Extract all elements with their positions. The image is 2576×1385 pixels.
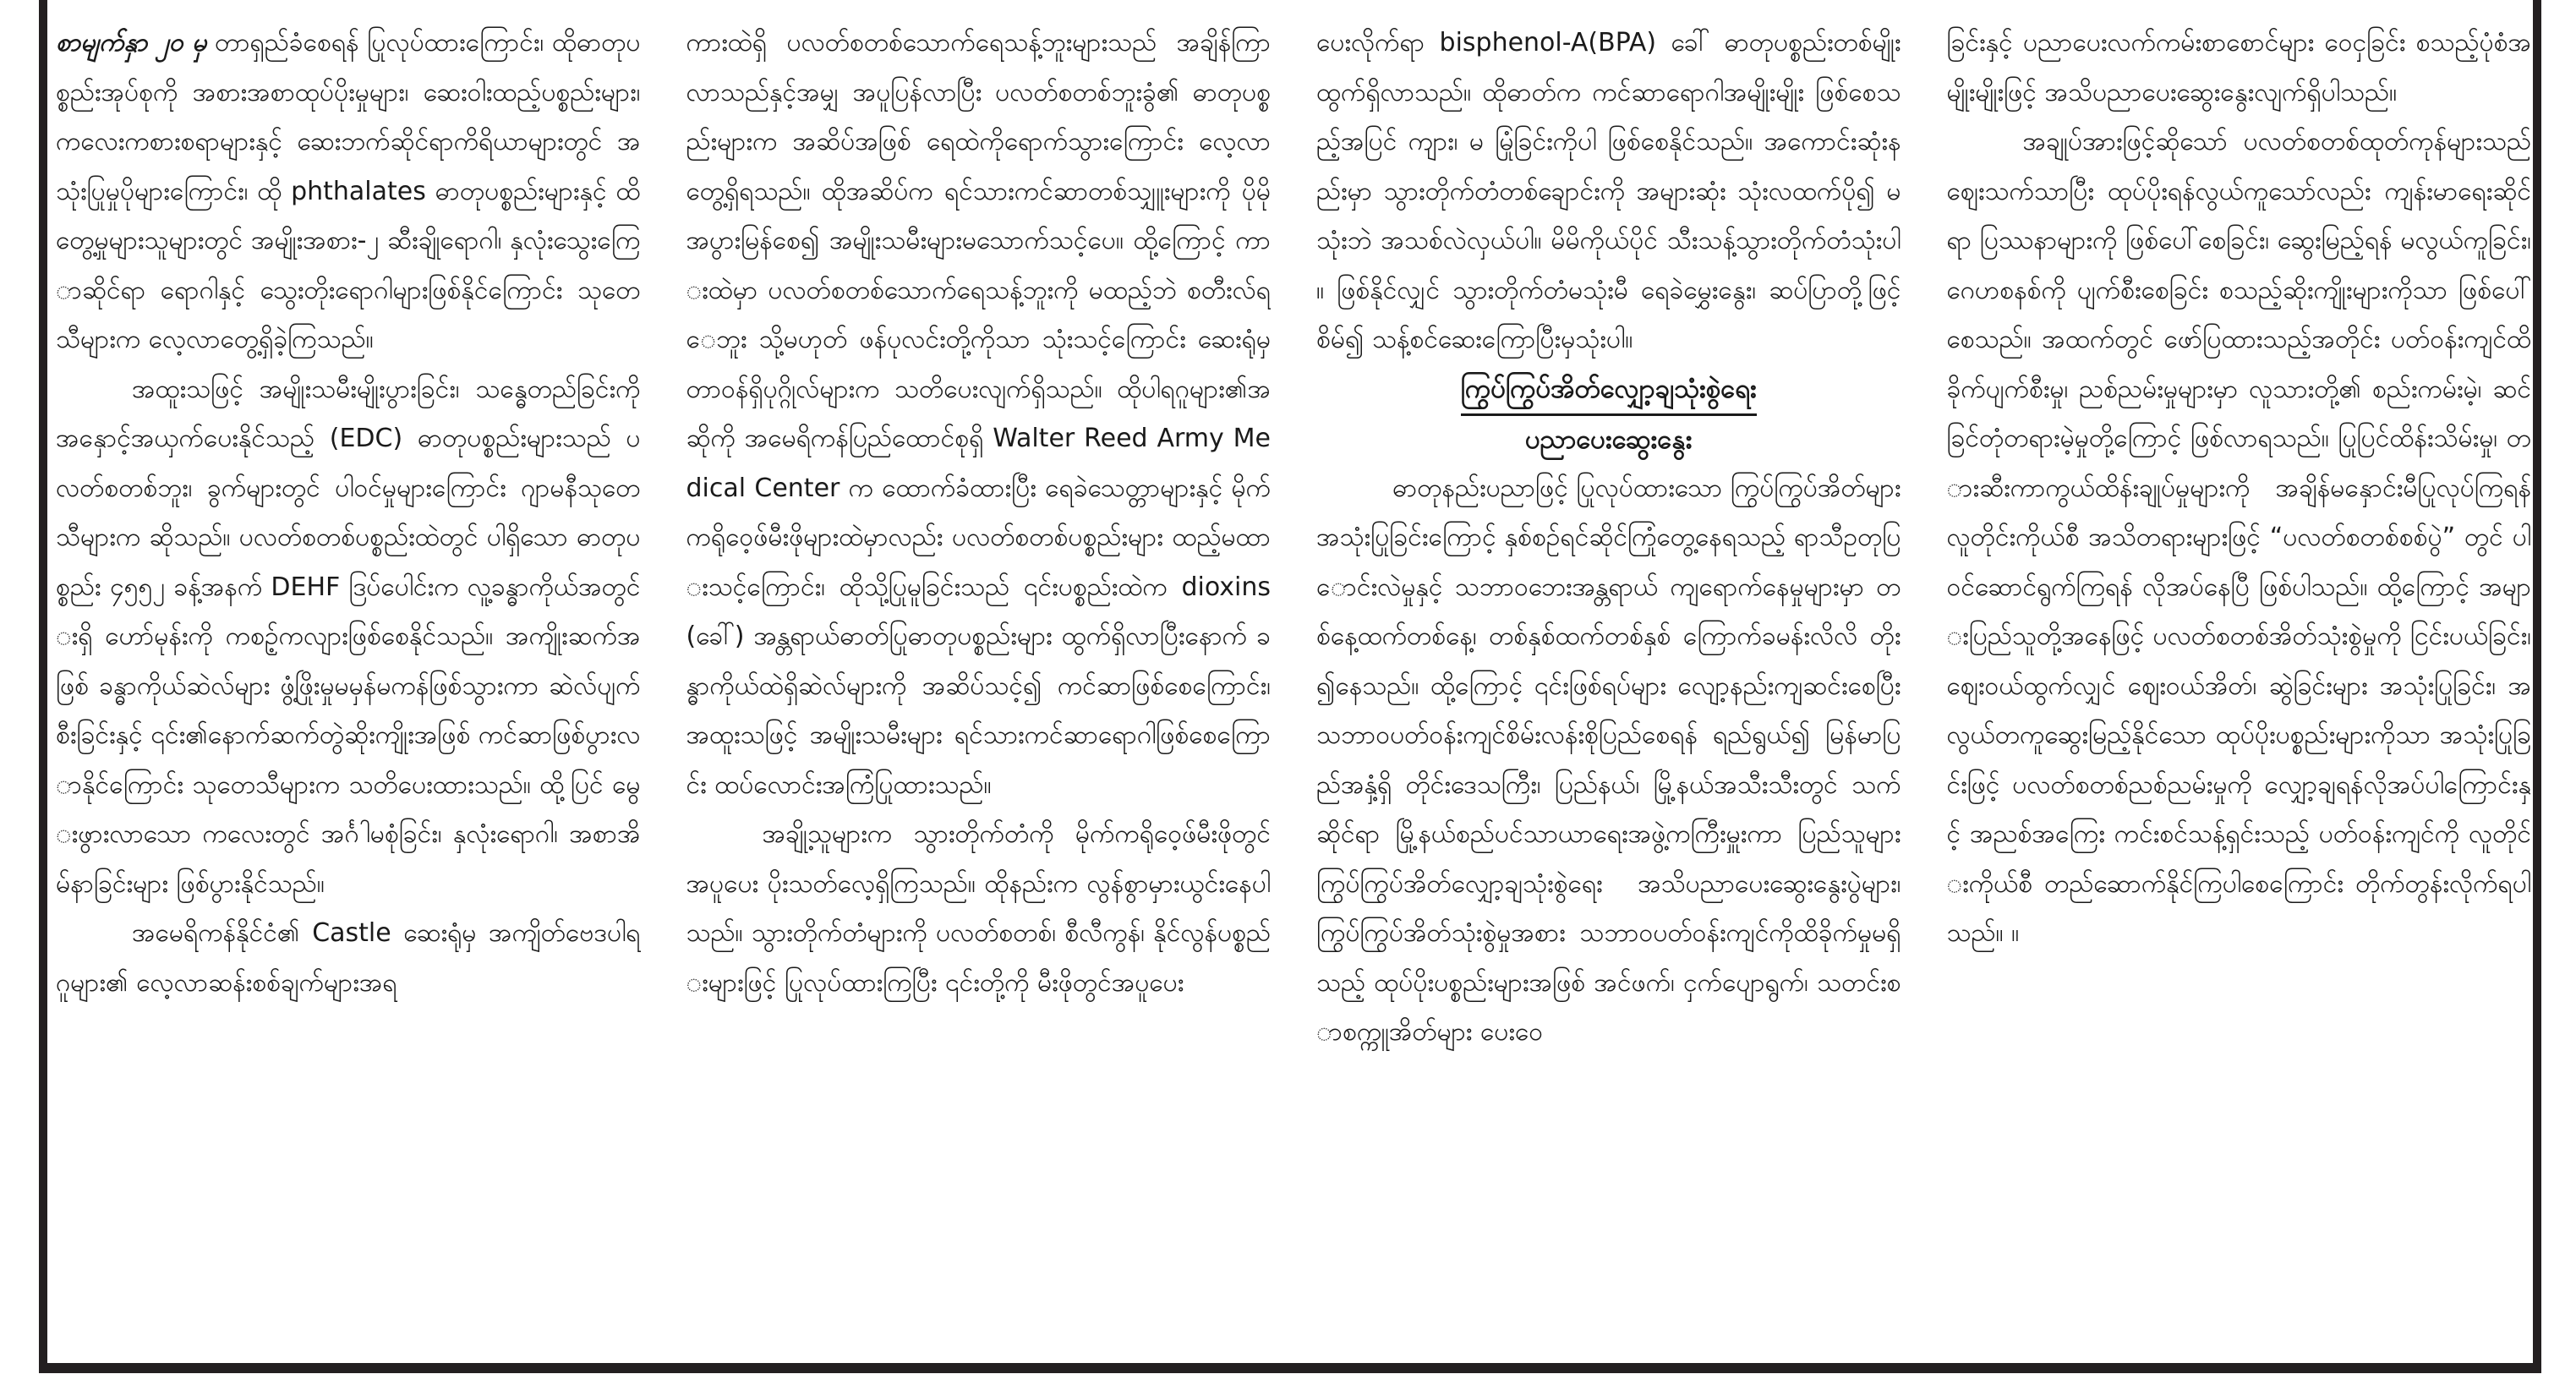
paragraph: ခြင်းနှင့် ပညာပေးလက်ကမ်းစာစောင်များ ဝေငှခြင်း စသည့်ပုံစံအမျိုးမျိုးဖြင့် အသိပညာပေးဆွေးနွေးလျက်ရှိပါသည်။: [1946, 28, 2531, 107]
section-heading-line-2: ပညာပေးဆွေးနွေး: [1524, 424, 1693, 455]
continued-from-label: စာမျက်နှာ ၂၀ မှ: [56, 28, 207, 57]
paragraph: အချို့သူများက သွားတိုက်တံကို မိုက်ကရိုဝေ့ဖ်မီးဖိုတွင် အပူပေး ပိုးသတ်လေ့ရှိကြသည်။ ထိုနည်းက လွန်စွာမှားယွင်းနေပါသည်။ သွားတိုက်တံများကို ပလတ်စတစ်၊ စီလီကွန်၊ နိုင်လွန်ပစ္စည်းများဖြင့် ပြုလုပ်ထားကြပြီး ၎င်းတို့ကို မီးဖိုတွင်အပူပေး: [686, 819, 1271, 998]
article-body: [56, 19, 2531, 1356]
column-2: [686, 19, 1272, 1356]
section-heading-line-1: ကြွပ်ကြွပ်အိတ်လျှော့ချသုံးစွဲရေး: [1461, 365, 1757, 416]
column-1: [56, 19, 641, 1356]
paragraph: [56, 19, 641, 365]
paragraph: အထူးသဖြင့် အမျိုးသမီးမျိုးပွားခြင်း၊ သန္ဓေတည်ခြင်းကို အနှောင့်အယှက်ပေးနိုင်သည့် (EDC) ဓာတုပစ္စည်းများသည် ပလတ်စတစ်ဘူး၊ ခွက်များတွင် ပါဝင်မှုများကြောင်း ဂျာမနီသုတေသီများက ဆိုသည်။ ပလတ်စတစ်ပစ္စည်းထဲတွင် ပါရှိသော ဓာတုပစ္စည်း ၄၅၅၂ ခန့်အနက် DEHF ဒြပ်ပေါင်းက လူ့ခန္ဓာကိုယ်အတွင်းရှိ ဟော်မုန်းကို ကစဉ့်ကလျားဖြစ်စေနိုင်သည်။ အကျိုးဆက်အဖြစ် ခန္ဓာကိုယ်ဆဲလ်များ ဖွံ့ဖြိုးမှုမမှန်မကန်ဖြစ်သွားကာ ဆဲလ်ပျက်စီးခြင်းနှင့် ၎င်း၏နောက်ဆက်တွဲဆိုးကျိုးအဖြစ် ကင်ဆာဖြစ်ပွားလာနိုင်ကြောင်း သုတေသီများက သတိပေးထားသည်။ ထို့ပြင် မွေးဖွားလာသော ကလေးတွင် အင်္ဂါမစုံခြင်း၊ နှလုံးရောဂါ၊ အစာအိမ်နာခြင်းများ ဖြစ်ပွားနိုင်သည်။: [56, 374, 641, 899]
paragraph: အချုပ်အားဖြင့်ဆိုသော် ပလတ်စတစ်ထုတ်ကုန်များသည် ဈေးသက်သာပြီး ထုပ်ပိုးရန်လွယ်ကူသော်လည်း ကျန်းမာရေးဆိုင်ရာ ပြဿနာများကို ဖြစ်ပေါ်စေခြင်း၊ ဆွေးမြည့်ရန် မလွယ်ကူခြင်း၊ ဂေဟစနစ်ကို ပျက်စီးစေခြင်း စသည့်ဆိုးကျိုးများကိုသာ ဖြစ်ပေါ်စေသည်။ အထက်တွင် ဖော်ပြထားသည့်အတိုင်း ပတ်ဝန်းကျင်ထိခိုက်ပျက်စီးမှု၊ ညစ်ညမ်းမှုများမှာ လူသားတို့၏ စည်းကမ်းမဲ့၊ ဆင်ခြင်တုံတရားမဲ့မှုတို့ကြောင့် ဖြစ်လာရသည်။ ပြုပြင်ထိန်းသိမ်းမှု၊ တားဆီးကာကွယ်ထိန်းချုပ်မှုများကို အချိန်မနှောင်းမီပြုလုပ်ကြရန် လူတိုင်းကိုယ်စီ အသိတရားများဖြင့် “ပလတ်စတစ်စစ်ပွဲ” တွင် ပါဝင်ဆောင်ရွက်ကြရန် လိုအပ်နေပြီ ဖြစ်ပါသည်။ ထို့ကြောင့် အများပြည်သူတို့အနေဖြင့် ပလတ်စတစ်အိတ်သုံးစွဲမှုကို ငြင်းပယ်ခြင်း၊ ဈေးဝယ်ထွက်လျှင် ဈေးဝယ်အိတ်၊ ဆွဲခြင်းများ အသုံးပြုခြင်း၊ အလွယ်တကူဆွေးမြည့်နိုင်သော ထုပ်ပိုးပစ္စည်းများကိုသာ အသုံးပြုခြင်းဖြင့် ပလတ်စတစ်ညစ်ညမ်းမှုကို လျှော့ချရန်လိုအပ်ပါကြောင်းနှင့် အညစ်အကြေး ကင်းစင်သန့်ရှင်းသည့် ပတ်ဝန်းကျင်ကို လူတိုင်းကိုယ်စီ တည်ဆောက်နိုင်ကြပါစေကြောင်း တိုက်တွန်းလိုက်ရပါသည်။ ။: [1946, 127, 2531, 948]
section-heading: [1316, 365, 1901, 464]
column-3: [1316, 19, 1901, 1356]
paragraph: ကားထဲရှိ ပလတ်စတစ်သောက်ရေသန့်ဘူးများသည် အချိန်ကြာလာသည်နှင့်အမျှ အပူပြန်လာပြီး ပလတ်စတစ်ဘူးခွံ၏ ဓာတုပစ္စည်းများက အဆိပ်အဖြစ် ရေထဲကိုရောက်သွားကြောင်း လေ့လာတွေ့ရှိရသည်။ ထိုအဆိပ်က ရင်သားကင်ဆာတစ်သျှူးများကို ပိုမိုအပွားမြန်စေ၍ အမျိုးသမီးများမသောက်သင့်ပေ။ ထို့ကြောင့် ကားထဲမှာ ပလတ်စတစ်သောက်ရေသန့်ဘူးကို မထည့်ဘဲ စတီးလ်ရေဘူး သို့မဟုတ် ဖန်ပုလင်းတို့ကိုသာ သုံးသင့်ကြောင်း ဆေးရုံမှ တာဝန်ရှိပုဂ္ဂိုလ်များက သတိပေးလျက်ရှိသည်။ ထိုပါရဂူများ၏အဆိုကို အမေရိကန်ပြည်ထောင်စုရှိ Walter Reed Army Medical Center က ထောက်ခံထားပြီး ရေခဲသေတ္တာများနှင့် မိုက်ကရိုဝေ့ဖ်မီးဖိုများထဲမှာလည်း ပလတ်စတစ်ပစ္စည်းများ ထည့်မထားသင့်ကြောင်း၊ ထိုသို့ပြုမူခြင်းသည် ၎င်းပစ္စည်းထဲက dioxins (ခေါ်) အန္တရာယ်ဓာတ်ပြုဓာတုပစ္စည်းများ ထွက်ရှိလာပြီးနောက် ခန္ဓာကိုယ်ထဲရှိဆဲလ်များကို အဆိပ်သင့်၍ ကင်ဆာဖြစ်စေကြောင်း၊ အထူးသဖြင့် အမျိုးသမီးများ ရင်သားကင်ဆာရောဂါဖြစ်စေကြောင်း ထပ်လောင်းအကြံပြုထားသည်။: [686, 28, 1271, 800]
column-4: [1947, 19, 2532, 1356]
paragraph: အမေရိကန်နိုင်ငံ၏ Castle ဆေးရုံမှ အကျိတ်ဗေဒပါရဂူများ၏ လေ့လာဆန်းစစ်ချက်များအရ: [56, 918, 641, 998]
paragraph: ပေးလိုက်ရာ bisphenol-A(BPA) ခေါ် ဓာတုပစ္စည်းတစ်မျိုးထွက်ရှိလာသည်။ ထိုဓာတ်က ကင်ဆာရောဂါအမျိုးမျိုး ဖြစ်စေသည့်အပြင် ကျား၊ မ မြုံခြင်းကိုပါ ဖြစ်စေနိုင်သည်။ အကောင်းဆုံးနည်းမှာ သွားတိုက်တံတစ်ချောင်းကို အများဆုံး သုံးလထက်ပို၍ မသုံးဘဲ အသစ်လဲလှယ်ပါ။ မိမိကိုယ်ပိုင် သီးသန့်သွားတိုက်တံသုံးပါ။ ဖြစ်နိုင်လျှင် သွားတိုက်တံမသုံးမီ ရေခဲမွှေးနွေး၊ ဆပ်ပြာတို့ဖြင့် စိမ်၍ သန့်စင်ဆေးကြောပြီးမှသုံးပါ။: [1316, 28, 1901, 354]
paragraph: ဓာတုနည်းပညာဖြင့် ပြုလုပ်ထားသော ကြွပ်ကြွပ်အိတ်များ အသုံးပြုခြင်းကြောင့် နှစ်စဉ်ရင်ဆိုင်ကြုံတွေ့နေရသည့် ရာသီဥတုပြောင်းလဲမှုနှင့် သဘာဝဘေးအန္တရာယ် ကျရောက်နေမှုများမှာ တစ်နေ့ထက်တစ်နေ့၊ တစ်နှစ်ထက်တစ်နှစ် ကြောက်ခမန်းလိလိ တိုး၍နေသည်။ ထို့ကြောင့် ၎င်းဖြစ်ရပ်များ လျော့နည်းကျဆင်းစေပြီး သဘာဝပတ်ဝန်းကျင်စိမ်းလန်းစိုပြည်စေရန် ရည်ရွယ်၍ မြန်မာပြည်အနှံ့ရှိ တိုင်းဒေသကြီး၊ ပြည်နယ်၊ မြို့နယ်အသီးသီးတွင် သက်ဆိုင်ရာ မြို့နယ်စည်ပင်သာယာရေးအဖွဲ့ကကြီးမှူးကာ ပြည်သူများ ကြွပ်ကြွပ်အိတ်လျှော့ချသုံးစွဲရေး အသိပညာပေးဆွေးနွေးပွဲများ၊ ကြွပ်ကြွပ်အိတ်သုံးစွဲမှုအစား သဘာဝပတ်ဝန်းကျင်ကိုထိခိုက်မှုမရှိသည့် ထုပ်ပိုးပစ္စည်းများအဖြစ် အင်ဖက်၊ ငှက်ပျောရွက်၊ သတင်းစာစက္ကူအိတ်များ ပေးဝေ: [1316, 473, 1901, 1047]
paragraph-text: တာရှည်ခံစေရန် ပြုလုပ်ထားကြောင်း၊ ထိုဓာတုပစ္စည်းအုပ်စုကို အစားအစာထုပ်ပိုးမှုများ၊ ဆေးဝါးထည့်ပစ္စည်းများ၊ ကလေးကစားစရာများနှင့် ဆေးဘက်ဆိုင်ရာကိရိယာများတွင် အသုံးပြုမှုပိုများကြောင်း၊ ထို phthalates ဓာတုပစ္စည်းများနှင့် ထိတွေ့မှုများသူများတွင် အမျိုးအစား-၂ ဆီးချိုရောဂါ၊ နှလုံးသွေးကြောဆိုင်ရာ ရောဂါနှင့် သွေးတိုးရောဂါများဖြစ်နိုင်ကြောင်း သုတေသီများက လေ့လာတွေ့ရှိခဲ့ကြသည်။: [56, 28, 641, 354]
